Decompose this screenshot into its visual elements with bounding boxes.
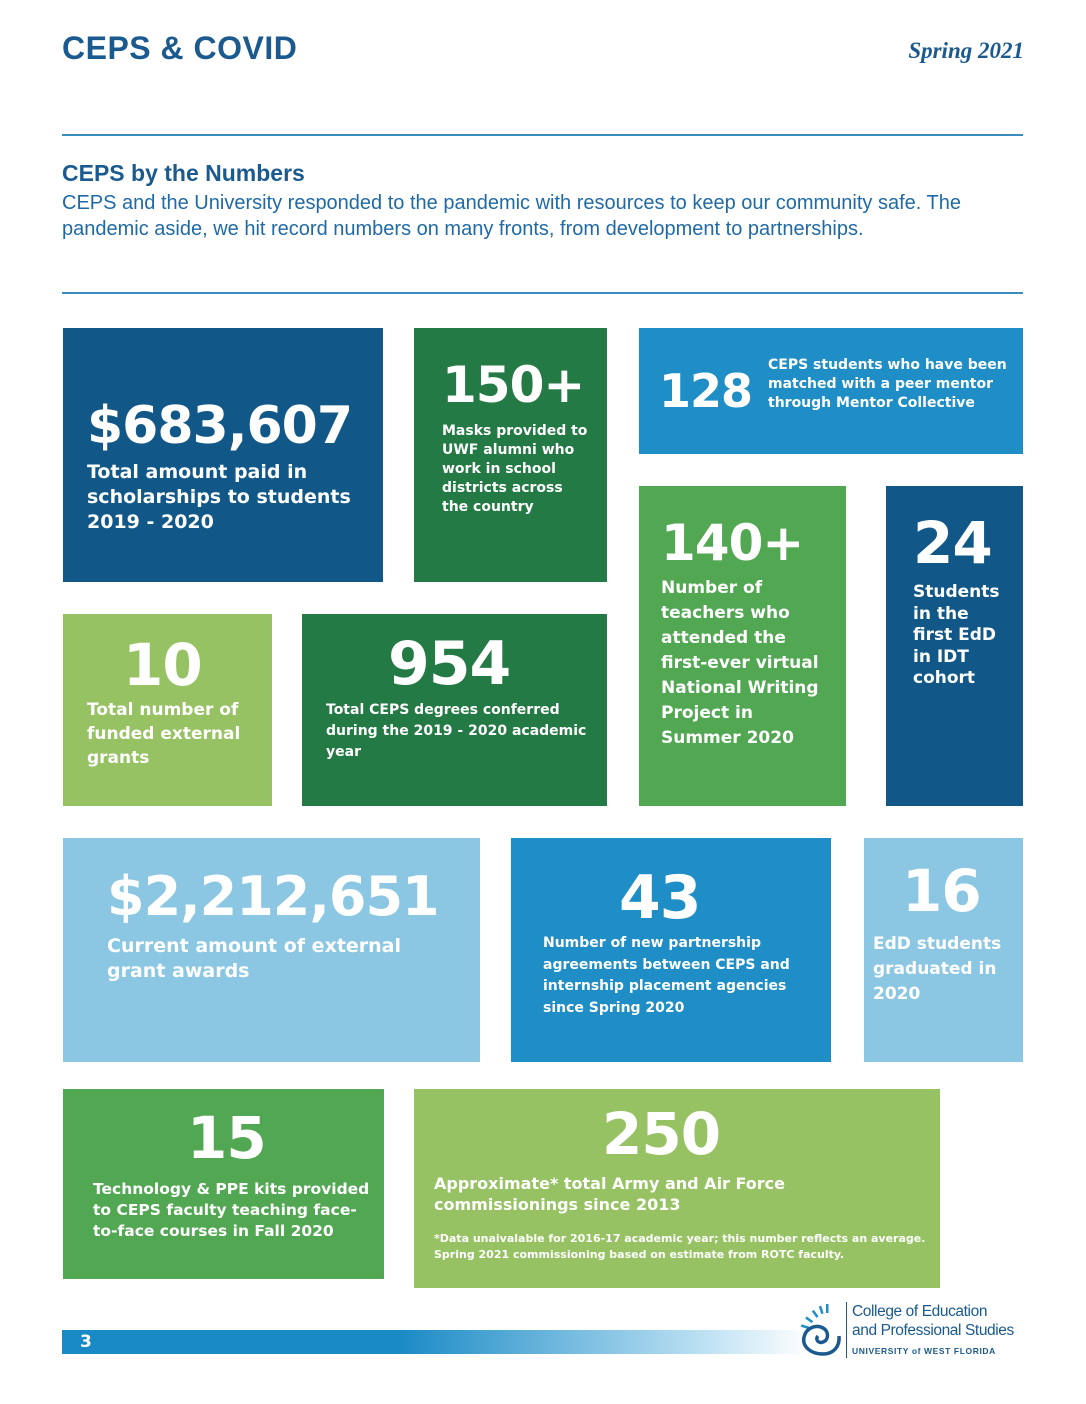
stat-tile-degrees [302,614,607,806]
college-name-line1: College of Education [852,1303,988,1320]
stat-tile-teachers [639,486,846,806]
stat-label: Masks provided to UWF alumni who work in school districts across the country [442,423,588,515]
top-divider [62,134,1023,136]
stat-label: Total amount paid in scholarships to students 2019 - 2020 [87,461,351,533]
stat-tile-edd-cohort [886,486,1023,806]
stat-tile-commissionings [414,1089,940,1288]
footer-bar [62,1330,810,1354]
stat-value: 250 [602,1100,721,1168]
stat-label: Technology & PPE kits provided to CEPS faculty teaching face-to-face courses in Fall 2020 [93,1180,370,1240]
stat-tile-grants-funded [63,614,272,806]
stat-tile-partnerships [511,838,831,1062]
stat-label: Approximate* total Army and Air Force commissionings since 2013 [434,1174,786,1214]
stat-label: CEPS students who have been matched with a peer mentor through Mentor Collective [768,357,1007,411]
stat-value: 24 [913,509,992,577]
uwf-shell-logo-icon [798,1302,844,1358]
stat-label: Current amount of external grant awards [107,935,402,982]
stat-value: $683,607 [87,396,353,456]
stat-value: 10 [123,631,202,699]
stat-label: Students in the first EdD in IDT cohort [913,582,1000,688]
stat-value: 15 [187,1104,266,1172]
stat-label: Number of teachers who attended the first-ever virtual National Writing Project in Summer 2020 [661,578,819,748]
stat-value: 150+ [442,356,585,414]
page-title: CEPS & COVID [62,30,298,66]
stat-value: 16 [902,857,981,925]
section-title: CEPS by the Numbers [62,160,305,186]
stat-label: EdD students graduated in 2020 [873,934,1002,1004]
stat-value: 954 [388,629,511,699]
stat-tile-edd-graduated [864,838,1023,1062]
issue-season: Spring 2021 [908,38,1024,63]
stat-value: 140+ [661,514,804,572]
stat-tile-grant-awards [63,838,480,1062]
stat-tile-mentors [639,328,1023,454]
stat-tile-ppe-kits [63,1089,384,1279]
stat-label: Total CEPS degrees conferred during the 2019 - 2020 academic year [326,702,587,760]
stat-value: 128 [659,364,753,418]
stat-value: $2,212,651 [107,865,439,928]
section-intro: CEPS and the University responded to the pandemic with resources to keep our community safe. The pandemic aside, we hit record numbers on many fronts, from development to partnerships. [62,192,961,240]
stat-label: Number of new partnership agreements between CEPS and internship placement agencies since Spring 2020 [543,935,790,1016]
stat-label: Total number of funded external grants [87,700,241,768]
logo-divider [846,1302,847,1358]
stat-value: 43 [619,863,701,933]
stat-tile-scholarships [63,328,383,582]
stat-footnote: *Data unaivalable for 2016-17 academic year; this number reflects an average. Spring 2021 commissioning based on estimate from ROTC faculty. [434,1232,926,1261]
university-name: UNIVERSITY of WEST FLORIDA [852,1346,996,1356]
college-name-line2: and Professional Studies [852,1322,1014,1339]
stat-tile-masks [414,328,607,582]
section-divider [62,292,1023,294]
page-number: 3 [80,1332,92,1352]
